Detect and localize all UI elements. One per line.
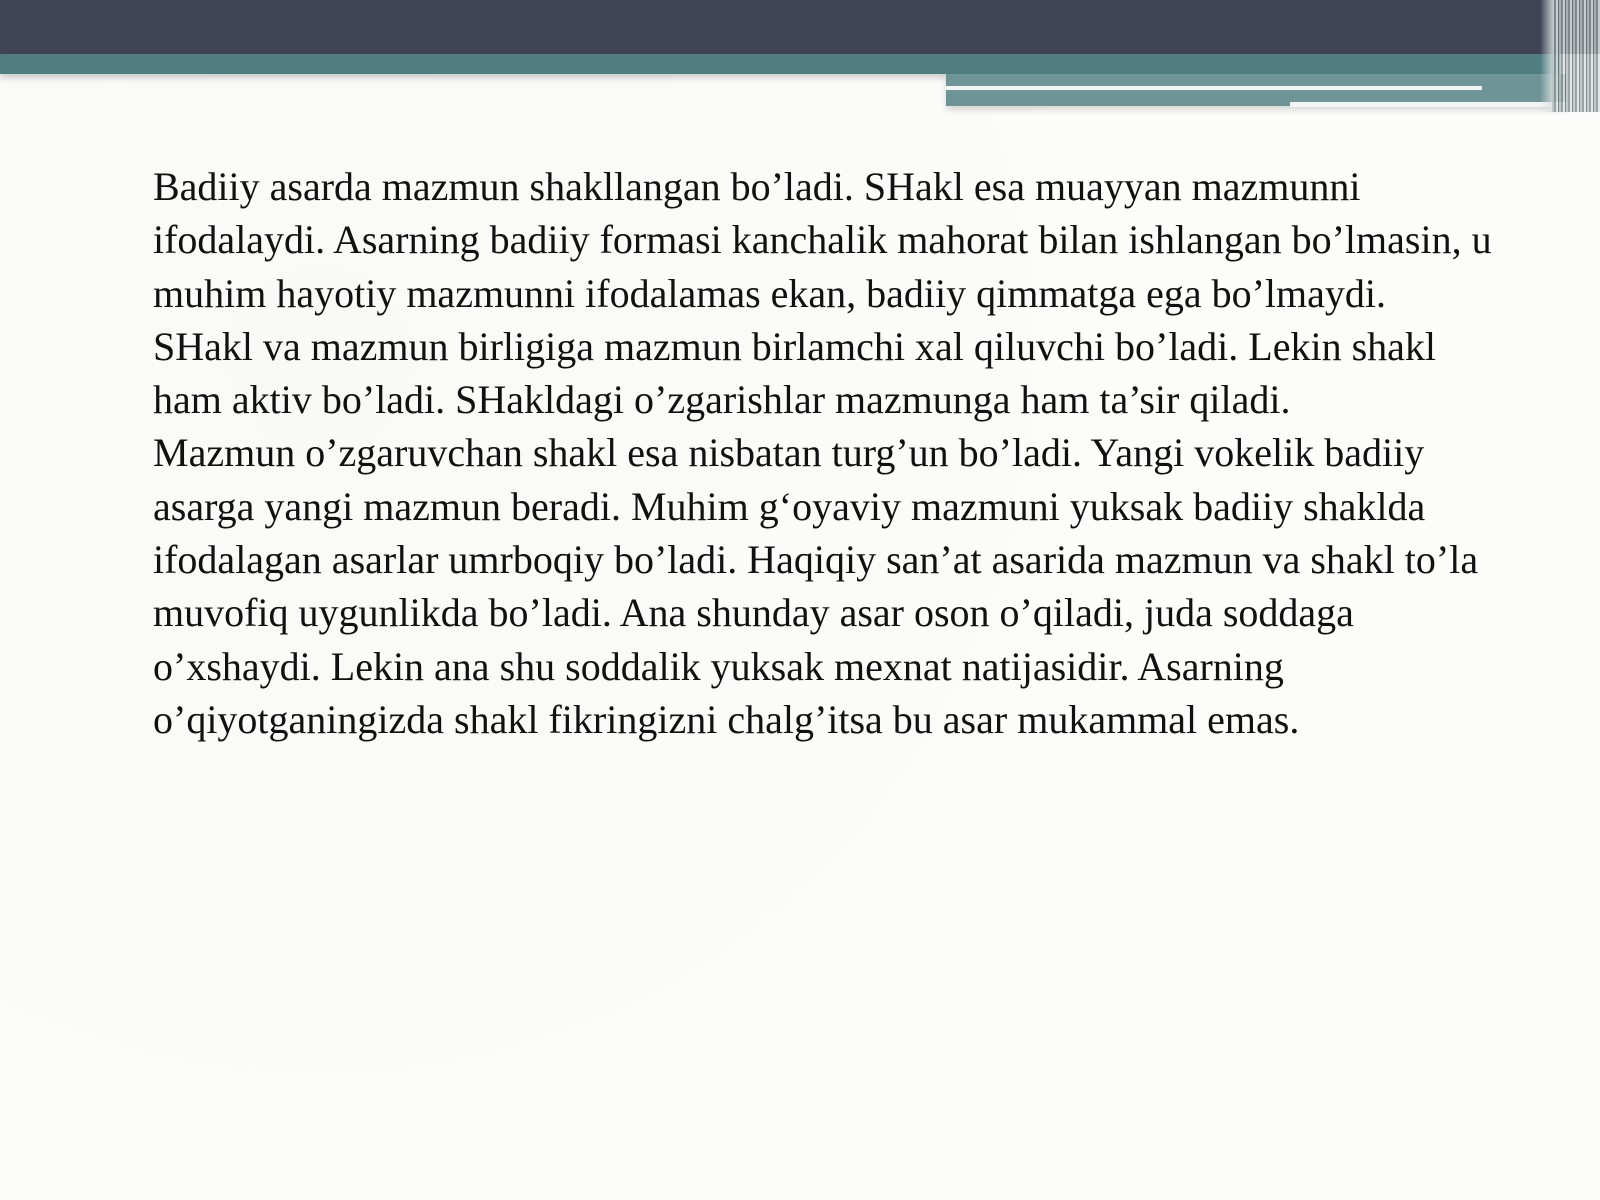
- header-accent-line: [1290, 102, 1566, 107]
- slide-body-text: [153, 160, 1513, 746]
- paragraph: Badiiy asarda mazmun shakllangan bo’ladi. SHakl esa muayyan mazmunni ifodalaydi. Asarning badiiy formasi kanchalik mahorat bilan ishlangan bo’lmasin, u muhim hayotiy mazmunni ifodalamas ekan, badiiy qimmatga ega bo’lmaydi.: [153, 164, 1492, 316]
- paragraph: SHakl va mazmun birligiga mazmun birlamchi xal qiluvchi bo’ladi. Lekin shakl ham aktiv bo’ladi. SHakldagi o’zgarishlar mazmunga ham ta’sir qiladi.: [153, 323, 1437, 423]
- header-accent-line: [946, 86, 1482, 90]
- paragraph: Mazmun o’zgaruvchan shakl esa nisbatan turg’un bo’ladi. Yangi vokelik badiiy asarga yangi mazmun beradi. Muhim g‘oyaviy mazmuni yuksak badiiy shaklda ifodalagan asarlar umrboqiy bo’ladi. Haqiqiy san’at asarida mazmun va shakl to’la muvofiq uygunlikda bo’ladi. Ana shunday asar oson o’qiladi, juda soddaga o’xshaydi. Lekin ana shu soddalik yuksak mexnat natijasidir. Asarning o’qiyotganingizda shakl fikringizni chalg’itsa bu asar mukammal emas.: [153, 430, 1479, 742]
- header-band-dark: [0, 0, 1600, 54]
- corner-decoration-bars: [1552, 0, 1600, 112]
- header-band-teal: [0, 54, 1560, 74]
